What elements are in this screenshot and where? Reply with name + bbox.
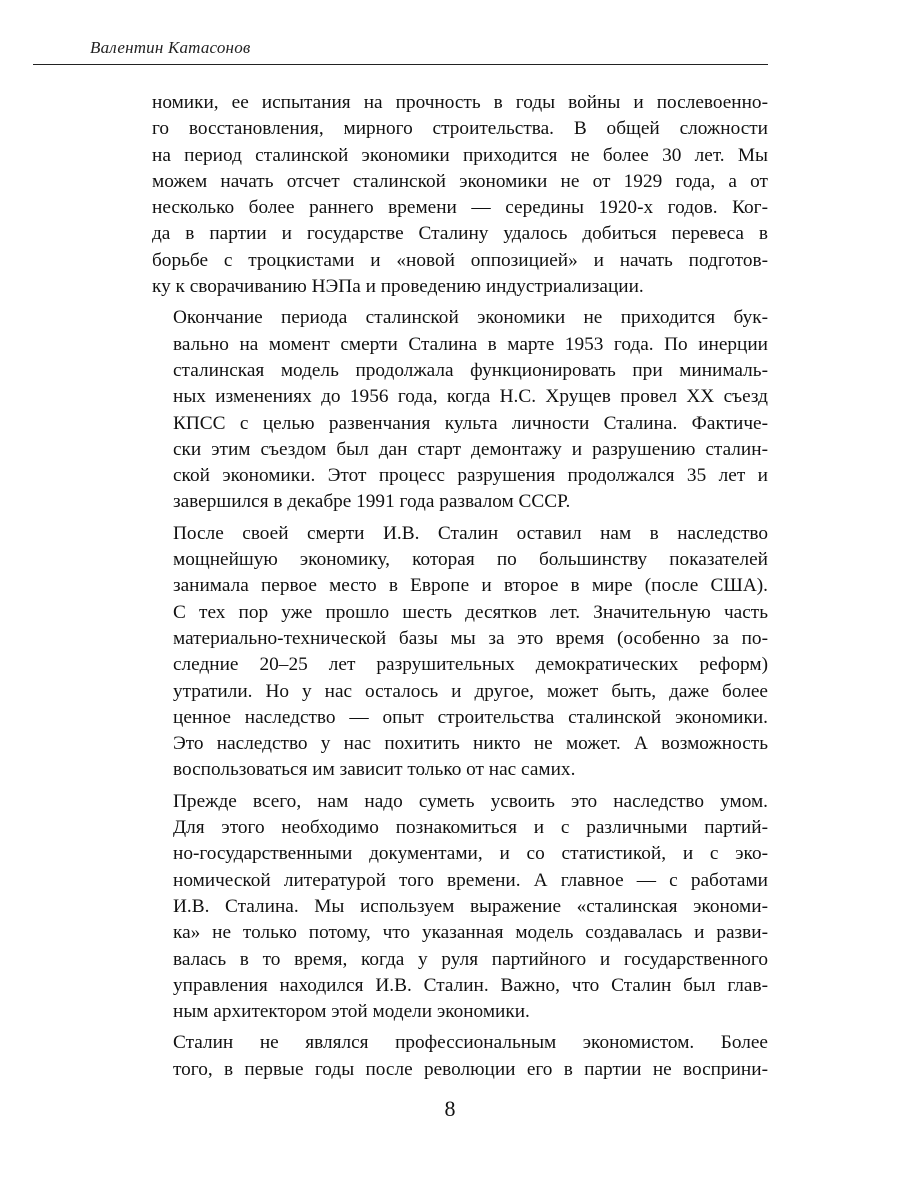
- text-line: несколько более раннего времени — середины 1920-х годов. Ког-: [152, 197, 768, 219]
- running-head-author: Валентин Катасонов: [90, 38, 251, 57]
- page-number: 8: [444, 1096, 456, 1121]
- text-line: утратили. Но у нас осталось и другое, может быть, даже более: [173, 680, 768, 702]
- text-line: Прежде всего, нам надо суметь усвоить это наследство умом.: [173, 790, 768, 812]
- text-line: занимала первое место в Европе и второе в мире (после США).: [173, 575, 768, 597]
- paragraph: [152, 789, 768, 1026]
- header-rule: [33, 64, 768, 65]
- text-line: ку к сворачиванию НЭПа и проведению индустриализации.: [152, 276, 644, 298]
- text-line: ценное наследство — опыт строительства сталинской экономики.: [173, 706, 768, 728]
- text-line: И.В. Сталина. Мы используем выражение «сталинская экономи-: [173, 895, 768, 917]
- text-line: го восстановления, мирного строительства. В общей сложности: [152, 118, 768, 140]
- text-line: того, в первые годы после революции его в партии не восприни-: [173, 1058, 768, 1080]
- text-line: После своей смерти И.В. Сталин оставил нам в наследство: [173, 522, 768, 544]
- paragraph: [152, 90, 768, 300]
- text-line: но-государственными документами, и со статистикой, и с эко-: [173, 843, 768, 865]
- text-line: Окончание периода сталинской экономики не приходится бук-: [173, 307, 768, 329]
- text-line: вально на момент смерти Сталина в марте 1953 года. По инерции: [173, 333, 768, 355]
- text-line: следние 20–25 лет разрушительных демократических реформ): [173, 654, 768, 676]
- text-line: ка» не только потому, что указанная модель создавалась и разви-: [173, 922, 768, 944]
- text-line: валась в то время, когда у руля партийного и государственного: [173, 948, 768, 970]
- text-line: КПСС с целью развенчания культа личности Сталина. Фактиче-: [173, 412, 768, 434]
- text-line: на период сталинской экономики приходится не более 30 лет. Мы: [152, 144, 768, 166]
- text-line: борьбе с троцкистами и «новой оппозицией» и начать подготов-: [152, 249, 768, 271]
- text-line: да в партии и государстве Сталину удалось добиться перевеса в: [152, 223, 768, 245]
- text-line: ным архитектором этой модели экономики.: [173, 1001, 530, 1023]
- text-line: ски этим съездом был дан старт демонтажу и разрушению сталин-: [173, 438, 768, 460]
- body-text: [152, 90, 768, 1083]
- text-line: воспользоваться им зависит только от нас самих.: [173, 759, 576, 781]
- paragraph: [152, 521, 768, 784]
- text-line: завершился в декабре 1991 года развалом СССР.: [173, 491, 571, 513]
- text-line: мощнейшую экономику, которая по большинству показателей: [173, 549, 768, 571]
- text-line: управления находился И.В. Сталин. Важно, что Сталин был глав-: [173, 974, 768, 996]
- text-line: номической литературой того времени. А главное — с работами: [173, 869, 768, 891]
- text-line: Сталин не являлся профессиональным экономистом. Более: [173, 1032, 768, 1054]
- text-line: номики, ее испытания на прочность в годы войны и послевоенно-: [152, 92, 768, 113]
- text-line: Это наследство у нас похитить никто не может. А возможность: [173, 733, 768, 755]
- text-line: Для этого необходимо познакомиться и с различными партий-: [173, 817, 768, 839]
- text-line: С тех пор уже прошло шесть десятков лет. Значительную часть: [173, 601, 768, 623]
- paragraph: [152, 1030, 768, 1083]
- text-line: ных изменениях до 1956 года, когда Н.С. Хрущев провел XX съезд: [173, 386, 768, 408]
- text-line: ской экономики. Этот процесс разрушения продолжался 35 лет и: [173, 465, 768, 487]
- paragraph: [152, 305, 768, 515]
- text-line: материально-технической базы мы за это время (особенно за по-: [173, 627, 768, 649]
- text-line: можем начать отсчет сталинской экономики не от 1929 года, а от: [152, 170, 768, 192]
- text-line: сталинская модель продолжала функционировать при минималь-: [173, 359, 768, 381]
